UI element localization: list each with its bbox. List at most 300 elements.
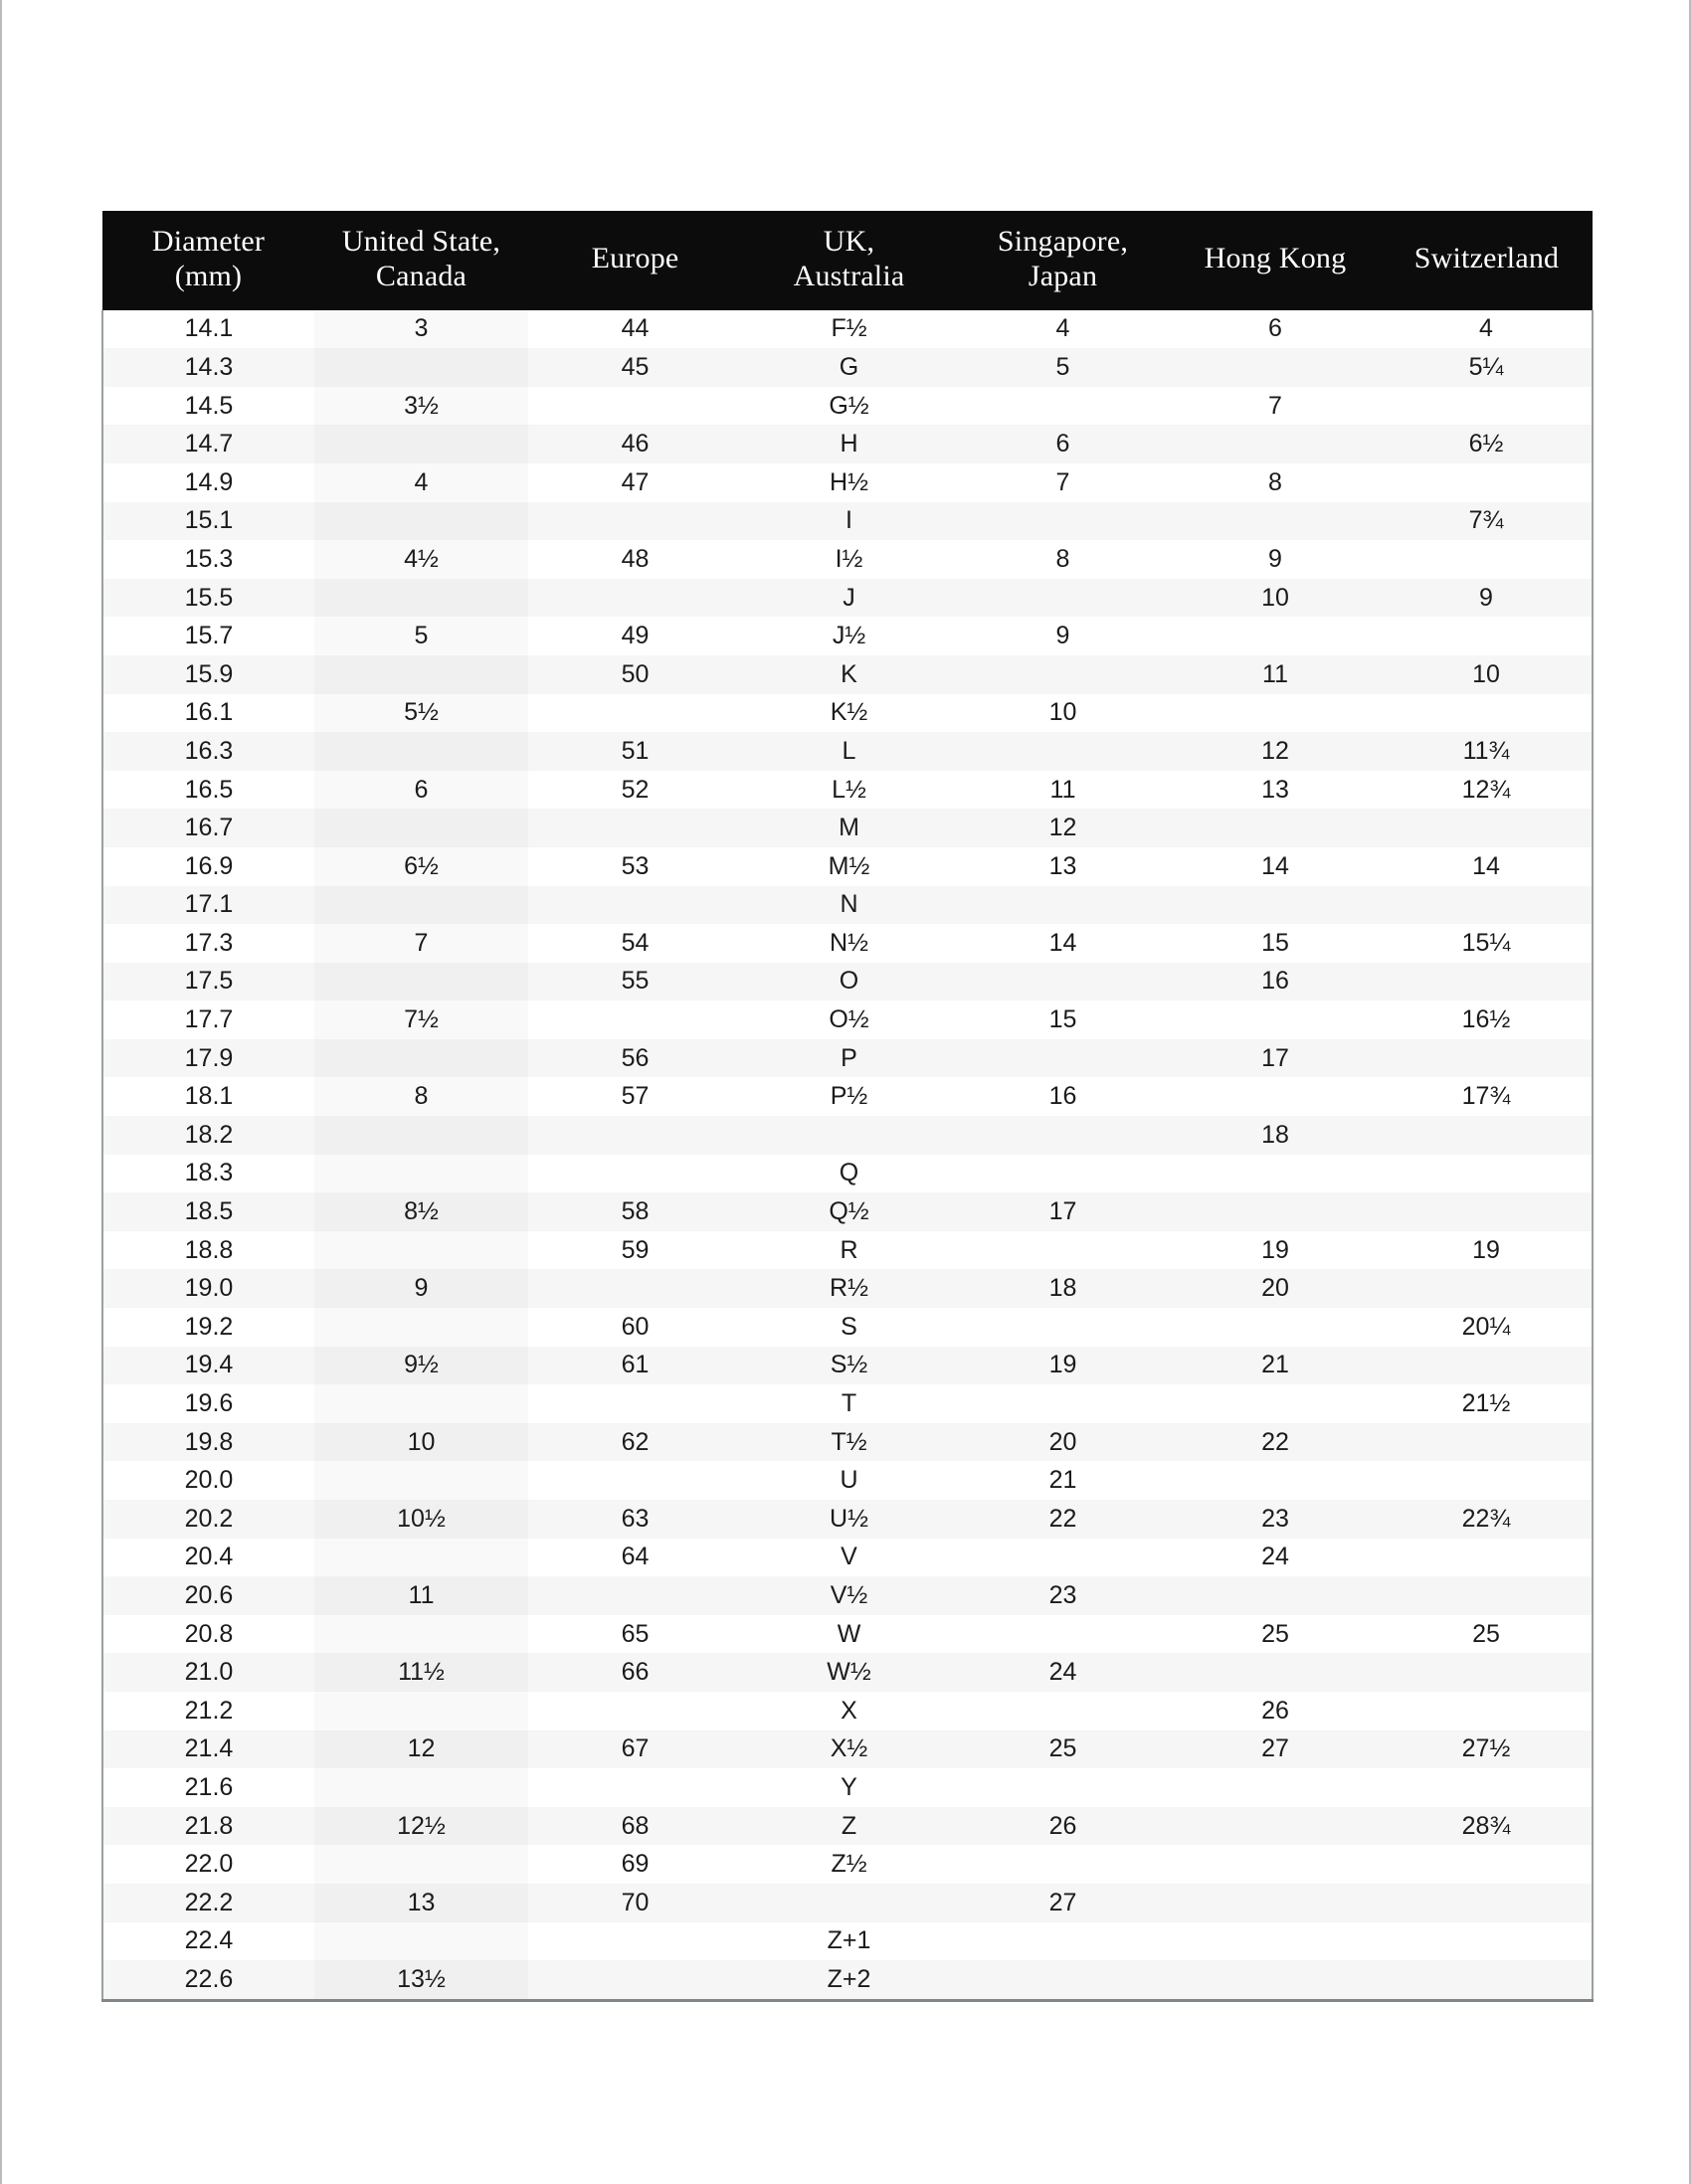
cell-switzerland [1381, 694, 1593, 733]
cell-us_canada [314, 1384, 528, 1423]
cell-us_canada [314, 1461, 528, 1500]
cell-hong_kong: 27 [1261, 1734, 1289, 1763]
cell-diameter_mm: 21.8 [184, 1811, 234, 1840]
cell-uk_australia [742, 1884, 956, 1922]
cell-us_canada [314, 579, 528, 618]
cell-hong_kong [1170, 1192, 1381, 1231]
cell-switzerland [1381, 1884, 1593, 1922]
cell-hong_kong: 13 [1261, 775, 1289, 804]
cell-europe: 66 [621, 1658, 650, 1687]
cell-europe: 45 [621, 352, 650, 381]
table-row [102, 617, 1593, 655]
cell-us_canada [314, 732, 528, 771]
column-header-us_canada: United State, Canada [341, 225, 501, 292]
cell-europe [528, 1155, 742, 1193]
cell-uk_australia: X½ [830, 1734, 868, 1763]
cell-us_canada: 4½ [314, 540, 528, 579]
cell-uk_australia: W [837, 1619, 861, 1648]
cell-uk_australia: N [840, 890, 858, 919]
cell-hong_kong: 8 [1268, 467, 1282, 496]
cell-us_canada: 8 [314, 1077, 528, 1116]
cell-switzerland: 5¼ [1468, 352, 1504, 381]
cell-uk_australia: W½ [827, 1658, 871, 1687]
cell-europe: 44 [621, 314, 650, 343]
cell-singapore_japan: 17 [1048, 1197, 1077, 1226]
cell-hong_kong [1170, 1001, 1381, 1039]
cell-singapore_japan: 16 [1048, 1082, 1077, 1111]
cell-diameter_mm: 22.6 [184, 1964, 234, 1993]
cell-uk_australia: I [846, 506, 852, 535]
cell-us_canada: 11½ [314, 1653, 528, 1692]
cell-diameter_mm: 14.1 [184, 314, 234, 343]
cell-europe [528, 1269, 742, 1308]
cell-hong_kong: 23 [1261, 1504, 1289, 1533]
cell-diameter_mm: 19.2 [184, 1312, 234, 1341]
table-row [102, 847, 1593, 886]
cell-singapore_japan [956, 1116, 1170, 1155]
cell-singapore_japan: 26 [1048, 1811, 1077, 1840]
cell-europe: 54 [621, 928, 650, 957]
cell-europe: 65 [621, 1619, 650, 1648]
cell-us_canada [314, 1845, 528, 1884]
cell-diameter_mm: 14.7 [184, 430, 234, 458]
cell-hong_kong [1170, 886, 1381, 925]
cell-hong_kong [1170, 348, 1381, 387]
cell-uk_australia: R [840, 1235, 858, 1264]
cell-hong_kong [1170, 1960, 1381, 2000]
cell-switzerland [1381, 1539, 1593, 1577]
cell-switzerland [1381, 1461, 1593, 1500]
cell-switzerland [1381, 1039, 1593, 1078]
cell-uk_australia: L½ [832, 775, 866, 804]
table-row [102, 1077, 1593, 1116]
cell-us_canada: 6½ [314, 847, 528, 886]
cell-us_canada [314, 1922, 528, 1961]
table-row [102, 540, 1593, 579]
cell-diameter_mm: 16.5 [184, 775, 234, 804]
cell-uk_australia: H [840, 430, 858, 458]
table-row [102, 1730, 1593, 1769]
cell-hong_kong [1170, 1077, 1381, 1116]
cell-europe: 51 [621, 736, 650, 765]
cell-europe: 50 [621, 659, 650, 688]
cell-diameter_mm: 18.8 [184, 1235, 234, 1264]
cell-us_canada: 9½ [314, 1347, 528, 1385]
cell-europe [528, 809, 742, 847]
cell-singapore_japan [956, 1615, 1170, 1654]
cell-uk_australia: Z½ [831, 1850, 867, 1879]
table-row [102, 1576, 1593, 1615]
cell-switzerland: 14 [1472, 851, 1500, 880]
table-row [102, 1269, 1593, 1308]
cell-hong_kong: 9 [1268, 544, 1282, 573]
cell-hong_kong [1170, 1384, 1381, 1423]
cell-hong_kong: 22 [1261, 1427, 1289, 1456]
cell-hong_kong: 21 [1261, 1351, 1289, 1379]
cell-uk_australia: P [841, 1043, 857, 1072]
cell-uk_australia: I½ [835, 544, 863, 573]
table-header-row [102, 211, 1593, 310]
cell-us_canada: 13 [314, 1884, 528, 1922]
cell-switzerland [1381, 809, 1593, 847]
table-row [102, 1922, 1593, 1961]
table-row [102, 732, 1593, 771]
table-row [102, 387, 1593, 426]
cell-singapore_japan [956, 1155, 1170, 1193]
cell-uk_australia: T½ [831, 1427, 867, 1456]
cell-uk_australia: L [842, 736, 856, 765]
cell-europe: 49 [621, 622, 650, 650]
table-row [102, 1807, 1593, 1846]
cell-hong_kong [1170, 1807, 1381, 1846]
cell-singapore_japan: 7 [1055, 467, 1070, 496]
cell-diameter_mm: 19.4 [184, 1351, 234, 1379]
cell-switzerland [1381, 963, 1593, 1001]
cell-switzerland: 4 [1479, 314, 1493, 343]
cell-europe: 46 [621, 430, 650, 458]
cell-switzerland [1381, 1653, 1593, 1692]
cell-switzerland [1381, 1576, 1593, 1615]
cell-diameter_mm: 17.3 [184, 928, 234, 957]
cell-hong_kong [1170, 425, 1381, 463]
cell-europe: 59 [621, 1235, 650, 1264]
table-row [102, 1308, 1593, 1347]
cell-hong_kong: 25 [1261, 1619, 1289, 1648]
cell-europe: 55 [621, 967, 650, 996]
cell-diameter_mm: 22.0 [184, 1850, 234, 1879]
table-row [102, 1500, 1593, 1539]
cell-uk_australia: S½ [830, 1351, 868, 1379]
cell-singapore_japan: 18 [1048, 1274, 1077, 1303]
cell-hong_kong [1170, 1155, 1381, 1193]
cell-diameter_mm: 16.7 [184, 814, 234, 842]
cell-diameter_mm: 15.9 [184, 659, 234, 688]
table-row [102, 1960, 1593, 2000]
cell-singapore_japan [956, 502, 1170, 541]
cell-europe [528, 694, 742, 733]
cell-hong_kong [1170, 1576, 1381, 1615]
cell-diameter_mm: 17.9 [184, 1043, 234, 1072]
cell-us_canada [314, 1539, 528, 1577]
cell-diameter_mm: 15.3 [184, 544, 234, 573]
column-header-uk_australia: UK, Australia [793, 225, 905, 292]
cell-singapore_japan: 25 [1048, 1734, 1077, 1763]
cell-diameter_mm: 20.0 [184, 1466, 234, 1495]
cell-singapore_japan: 24 [1048, 1658, 1077, 1687]
cell-hong_kong: 11 [1262, 659, 1288, 688]
cell-hong_kong [1170, 694, 1381, 733]
cell-diameter_mm: 19.8 [184, 1427, 234, 1456]
cell-diameter_mm: 14.3 [184, 352, 234, 381]
cell-switzerland [1381, 1845, 1593, 1884]
cell-switzerland: 9 [1479, 583, 1493, 612]
cell-uk_australia: M [839, 814, 859, 842]
cell-switzerland [1381, 540, 1593, 579]
cell-singapore_japan: 13 [1048, 851, 1077, 880]
cell-singapore_japan [956, 1922, 1170, 1961]
cell-us_canada: 7½ [314, 1001, 528, 1039]
cell-hong_kong: 6 [1268, 314, 1282, 343]
cell-us_canada: 10 [314, 1423, 528, 1462]
cell-switzerland: 21½ [1461, 1389, 1511, 1418]
column-header-switzerland: Switzerland [1413, 242, 1560, 275]
cell-singapore_japan: 20 [1048, 1427, 1077, 1456]
cell-diameter_mm: 20.4 [184, 1543, 234, 1571]
cell-europe: 62 [621, 1427, 650, 1456]
ring-size-table-container [101, 211, 1592, 2002]
cell-us_canada: 13½ [314, 1960, 528, 2000]
cell-uk_australia: Q½ [829, 1197, 869, 1226]
cell-uk_australia: T [841, 1389, 857, 1418]
cell-us_canada: 3½ [314, 387, 528, 426]
cell-hong_kong: 16 [1261, 967, 1289, 996]
cell-singapore_japan: 5 [1055, 352, 1070, 381]
cell-us_canada [314, 1768, 528, 1807]
ring-size-conversion-table [101, 211, 1594, 2002]
cell-hong_kong: 24 [1261, 1543, 1289, 1571]
table-row [102, 1039, 1593, 1078]
cell-switzerland [1381, 387, 1593, 426]
cell-diameter_mm: 17.1 [184, 890, 234, 919]
cell-europe [528, 1692, 742, 1730]
cell-diameter_mm: 21.6 [184, 1772, 234, 1801]
table-row [102, 1653, 1593, 1692]
cell-switzerland [1381, 1692, 1593, 1730]
cell-switzerland [1381, 886, 1593, 925]
cell-uk_australia: G½ [829, 391, 869, 420]
cell-singapore_japan: 22 [1048, 1504, 1077, 1533]
cell-hong_kong [1170, 1653, 1381, 1692]
cell-uk_australia: Z+1 [827, 1926, 871, 1955]
cell-switzerland: 25 [1472, 1619, 1500, 1648]
cell-hong_kong: 14 [1261, 851, 1289, 880]
table-row [102, 1231, 1593, 1270]
cell-switzerland: 22¾ [1461, 1504, 1511, 1533]
cell-switzerland [1381, 617, 1593, 655]
cell-uk_australia: J½ [832, 622, 866, 650]
cell-uk_australia: O½ [829, 1005, 869, 1034]
cell-switzerland [1381, 1116, 1593, 1155]
cell-us_canada: 5½ [314, 694, 528, 733]
cell-europe [528, 1461, 742, 1500]
cell-us_canada [314, 1692, 528, 1730]
table-row [102, 579, 1593, 618]
cell-us_canada [314, 425, 528, 463]
table-row [102, 425, 1593, 463]
cell-singapore_japan: 8 [1055, 544, 1070, 573]
cell-diameter_mm: 17.5 [184, 967, 234, 996]
cell-singapore_japan [956, 655, 1170, 694]
cell-uk_australia: F½ [831, 314, 867, 343]
cell-switzerland [1381, 1192, 1593, 1231]
table-row [102, 1192, 1593, 1231]
cell-singapore_japan [956, 1308, 1170, 1347]
cell-uk_australia: Y [841, 1772, 857, 1801]
cell-us_canada [314, 1308, 528, 1347]
cell-europe [528, 1768, 742, 1807]
cell-us_canada: 11 [314, 1576, 528, 1615]
cell-us_canada: 12½ [314, 1807, 528, 1846]
cell-switzerland: 12¾ [1461, 775, 1511, 804]
cell-hong_kong: 10 [1261, 583, 1289, 612]
cell-us_canada [314, 1039, 528, 1078]
cell-uk_australia [742, 1116, 956, 1155]
cell-hong_kong [1170, 1922, 1381, 1961]
cell-us_canada: 5 [314, 617, 528, 655]
cell-uk_australia: X [841, 1696, 857, 1725]
cell-singapore_japan [956, 1231, 1170, 1270]
cell-switzerland [1381, 1423, 1593, 1462]
cell-us_canada [314, 1615, 528, 1654]
table-row [102, 1845, 1593, 1884]
cell-diameter_mm: 21.4 [184, 1734, 234, 1763]
cell-diameter_mm: 20.8 [184, 1619, 234, 1648]
table-row [102, 1539, 1593, 1577]
cell-diameter_mm: 22.2 [184, 1888, 234, 1916]
cell-singapore_japan [956, 579, 1170, 618]
table-row [102, 924, 1593, 963]
cell-hong_kong: 7 [1268, 391, 1282, 420]
cell-us_canada: 10½ [314, 1500, 528, 1539]
cell-europe [528, 579, 742, 618]
cell-diameter_mm: 21.2 [184, 1696, 234, 1725]
cell-diameter_mm: 15.7 [184, 622, 234, 650]
cell-hong_kong: 20 [1261, 1274, 1289, 1303]
cell-us_canada: 12 [314, 1730, 528, 1769]
cell-us_canada: 3 [314, 310, 528, 349]
cell-switzerland: 10 [1472, 659, 1500, 688]
cell-hong_kong [1170, 1884, 1381, 1922]
cell-us_canada [314, 502, 528, 541]
cell-switzerland: 11¾ [1462, 736, 1510, 765]
cell-hong_kong: 19 [1261, 1235, 1289, 1264]
table-row [102, 1155, 1593, 1193]
cell-us_canada [314, 348, 528, 387]
column-header-singapore_japan: Singapore, Japan [997, 225, 1129, 292]
cell-singapore_japan [956, 1692, 1170, 1730]
table-header [102, 211, 1593, 310]
table-row [102, 502, 1593, 541]
cell-hong_kong [1170, 1768, 1381, 1807]
table-row [102, 1423, 1593, 1462]
cell-singapore_japan [956, 387, 1170, 426]
cell-europe: 70 [621, 1888, 650, 1916]
cell-europe: 63 [621, 1504, 650, 1533]
cell-singapore_japan [956, 1039, 1170, 1078]
cell-europe [528, 886, 742, 925]
cell-us_canada [314, 963, 528, 1001]
table-row [102, 1116, 1593, 1155]
cell-switzerland: 15¼ [1461, 928, 1511, 957]
table-row [102, 1884, 1593, 1922]
cell-uk_australia: Q [839, 1159, 859, 1187]
cell-diameter_mm: 16.1 [184, 698, 234, 727]
cell-diameter_mm: 20.6 [184, 1580, 234, 1609]
cell-singapore_japan: 21 [1048, 1466, 1077, 1495]
cell-europe [528, 1576, 742, 1615]
cell-switzerland [1381, 1269, 1593, 1308]
cell-uk_australia: J [843, 583, 855, 612]
table-row [102, 1384, 1593, 1423]
cell-singapore_japan: 12 [1048, 814, 1077, 842]
cell-europe: 61 [621, 1351, 650, 1379]
cell-diameter_mm: 18.5 [184, 1197, 234, 1226]
cell-us_canada [314, 655, 528, 694]
cell-hong_kong: 26 [1261, 1696, 1289, 1725]
cell-us_canada [314, 1116, 528, 1155]
cell-europe: 68 [621, 1811, 650, 1840]
cell-diameter_mm: 15.1 [184, 506, 234, 535]
cell-singapore_japan: 4 [1055, 314, 1070, 343]
column-header-diameter_mm: Diameter (mm) [151, 225, 266, 292]
cell-switzerland [1381, 1960, 1593, 2000]
table-row [102, 310, 1593, 349]
cell-switzerland [1381, 1347, 1593, 1385]
table-row [102, 655, 1593, 694]
cell-switzerland: 27½ [1461, 1734, 1511, 1763]
cell-europe: 48 [621, 544, 650, 573]
cell-uk_australia: U½ [830, 1504, 868, 1533]
cell-uk_australia: H½ [830, 467, 868, 496]
cell-singapore_japan: 14 [1048, 928, 1077, 957]
cell-singapore_japan: 19 [1048, 1351, 1077, 1379]
table-row [102, 1001, 1593, 1039]
cell-singapore_japan [956, 1845, 1170, 1884]
column-header-europe: Europe [591, 242, 679, 275]
cell-diameter_mm: 18.3 [184, 1159, 234, 1187]
cell-us_canada [314, 809, 528, 847]
cell-europe: 57 [621, 1082, 650, 1111]
table-row [102, 771, 1593, 810]
table-row [102, 1461, 1593, 1500]
cell-europe [528, 1116, 742, 1155]
cell-hong_kong [1170, 617, 1381, 655]
table-row [102, 463, 1593, 502]
table-row [102, 1615, 1593, 1654]
cell-hong_kong: 15 [1261, 928, 1289, 957]
table-row [102, 1347, 1593, 1385]
cell-diameter_mm: 19.6 [184, 1389, 234, 1418]
cell-us_canada: 6 [314, 771, 528, 810]
cell-singapore_japan [956, 1384, 1170, 1423]
cell-singapore_japan: 27 [1048, 1888, 1077, 1916]
cell-switzerland: 19 [1472, 1235, 1500, 1264]
cell-singapore_japan [956, 732, 1170, 771]
cell-switzerland: 16½ [1461, 1005, 1511, 1034]
cell-hong_kong [1170, 809, 1381, 847]
cell-switzerland: 20¼ [1461, 1312, 1511, 1341]
cell-switzerland [1381, 1768, 1593, 1807]
cell-uk_australia: M½ [828, 851, 870, 880]
cell-uk_australia: U [840, 1466, 858, 1495]
cell-diameter_mm: 17.7 [184, 1005, 234, 1034]
column-header-hong_kong: Hong Kong [1204, 242, 1347, 275]
cell-switzerland: 17¾ [1461, 1082, 1511, 1111]
cell-europe [528, 1960, 742, 2000]
cell-us_canada: 8½ [314, 1192, 528, 1231]
table-body [102, 310, 1593, 2001]
cell-switzerland [1381, 1922, 1593, 1961]
cell-europe: 47 [621, 467, 650, 496]
cell-europe: 56 [621, 1043, 650, 1072]
cell-europe [528, 1001, 742, 1039]
cell-uk_australia: R½ [830, 1274, 868, 1303]
cell-uk_australia: O [839, 967, 859, 996]
cell-diameter_mm: 18.2 [184, 1120, 234, 1149]
cell-europe: 64 [621, 1543, 650, 1571]
cell-europe [528, 387, 742, 426]
cell-singapore_japan: 11 [1049, 775, 1076, 804]
